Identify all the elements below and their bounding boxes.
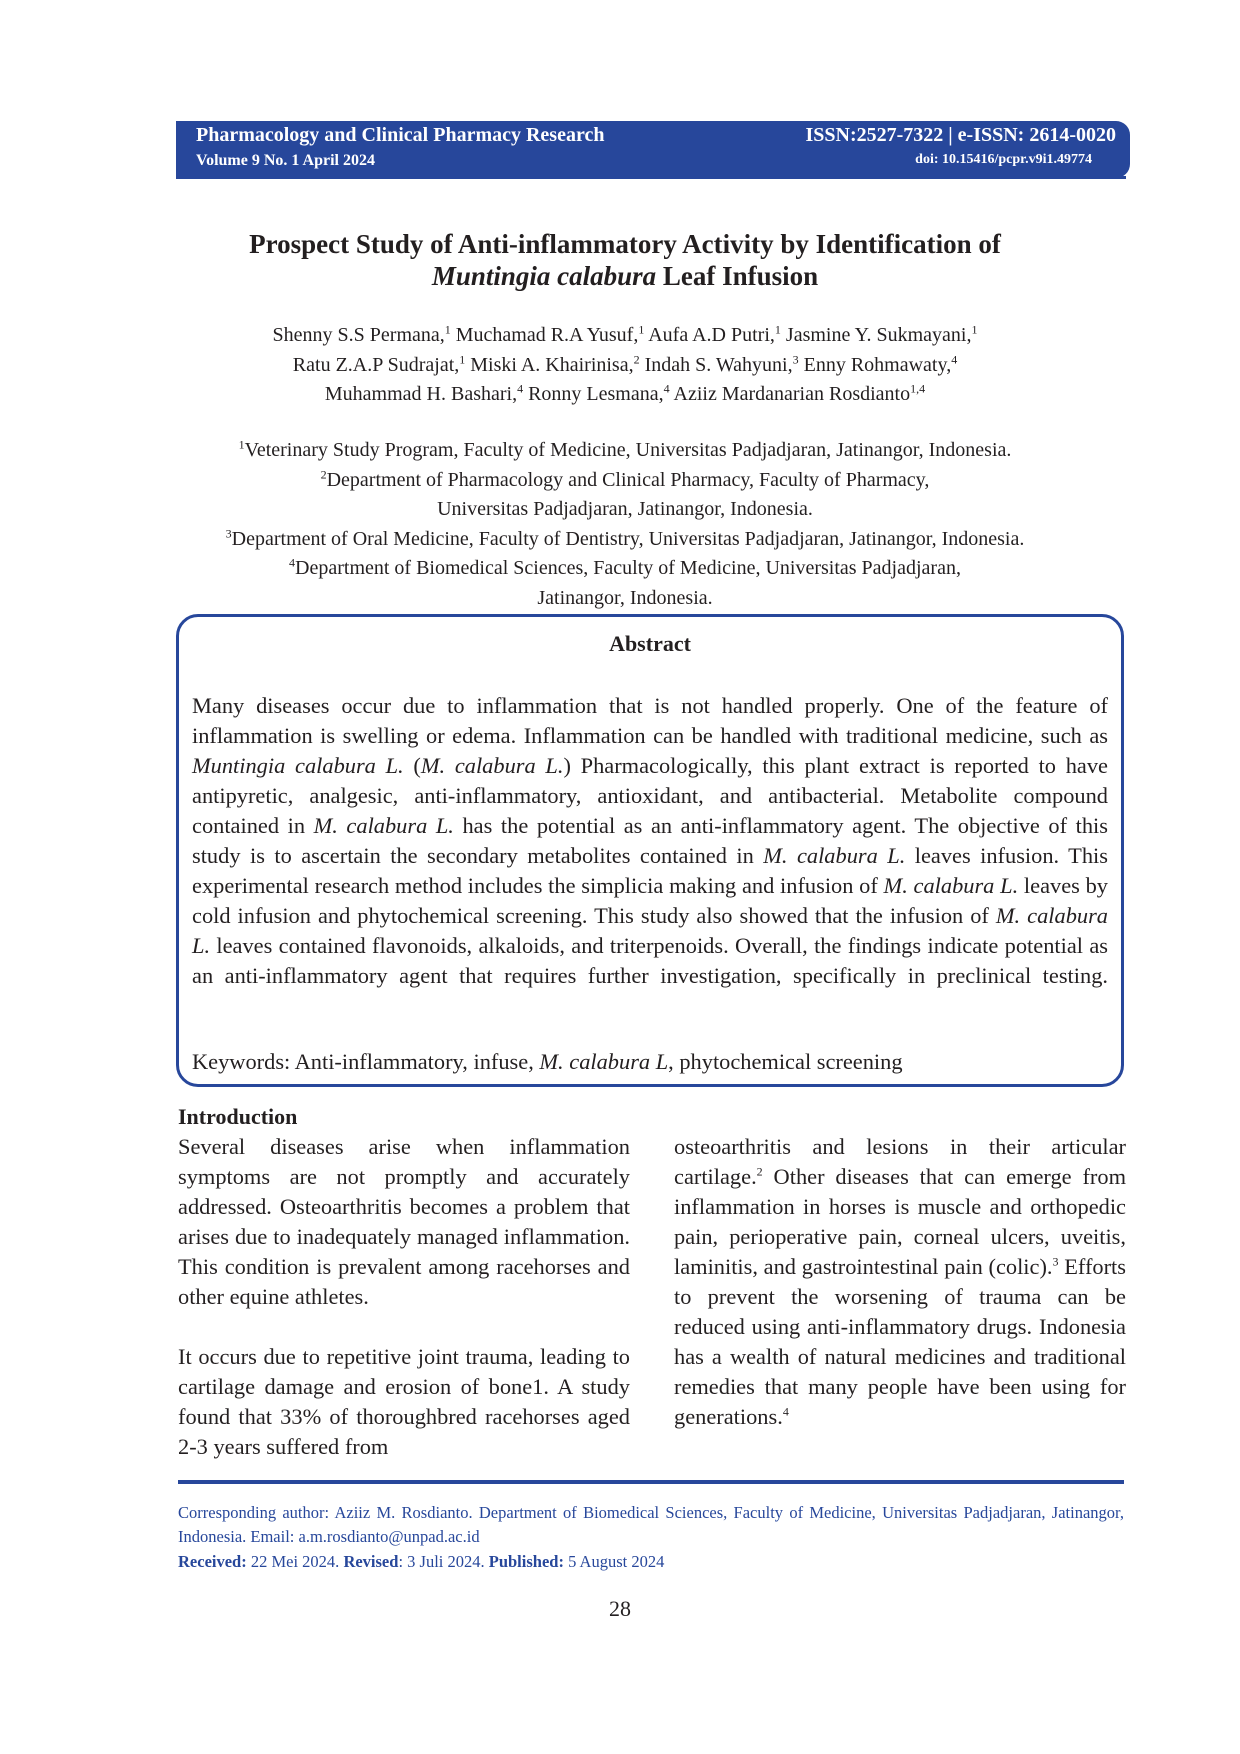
abstract-run: leaves by cold infusion and phytochemical screening. This study also showed that the infusion of — [192, 873, 1108, 928]
page-number: 28 — [609, 1596, 631, 1621]
keywords-rest: , phytochemical screening — [668, 1049, 903, 1074]
abstract-text — [192, 691, 1108, 991]
affil-number: 2 — [320, 466, 327, 481]
received-date: 22 Mei 2024. — [246, 1552, 344, 1571]
abstract-run: leaves infusion. This experimental research method includes the simplicia making and infusion of — [192, 843, 1108, 898]
abstract-run: ) Pharmacologically, this plant extract is reported to have antipyretic, analgesic, anti-inflammatory, antioxidant, and antibacterial. Metabolite compound contained in — [192, 753, 1108, 838]
published-label: Published: — [488, 1552, 564, 1571]
author-affil: 1 — [971, 322, 978, 337]
species-name: M. calabura L. — [313, 813, 454, 838]
issn: ISSN:2527-7322 | e-ISSN: 2614-0020 — [805, 124, 1116, 146]
affiliation-cont: Universitas Padjadjaran, Jatinangor, Indonesia. — [437, 498, 813, 520]
author-affil: 1,4 — [910, 381, 926, 396]
publication-dates — [178, 1552, 664, 1572]
citation-ref[interactable]: 4 — [782, 1404, 789, 1419]
abstract-run: Many diseases occur due to inflammation that is not handled properly. One of the feature of inflammation is swelling or edema. Inflammation can be handled with traditional medicine, such as — [192, 693, 1108, 748]
author: Ronny Lesmana, — [528, 383, 664, 405]
abstract-box — [176, 614, 1124, 1087]
author-affil: 1 — [638, 322, 645, 337]
keywords-label: Keywords: Anti-inflammatory, infuse, — [192, 1049, 540, 1074]
author-list — [160, 321, 1090, 410]
citation-ref[interactable]: 3 — [1052, 1254, 1059, 1269]
author-affil: 2 — [633, 351, 640, 366]
affil-number: 3 — [225, 525, 232, 540]
author: Shenny S.S Permana, — [272, 324, 445, 346]
author-affil: 1 — [774, 322, 781, 337]
title-line2: Leaf Infusion — [656, 261, 819, 291]
intro-paragraph-1: Several diseases arise when inflammation symptoms are not promptly and accurately addressed. Osteoarthritis becomes a problem that arises due to inadequately managed inflammation. This condition is prevalent among racehorses and other equine athletes. — [178, 1134, 630, 1309]
intro-run: osteoarthritis and lesions in their articular cartilage. — [674, 1134, 1126, 1189]
affiliation: Department of Oral Medicine, Faculty of Dentistry, Universitas Padjadjaran, Jatinangor, Indonesia. — [231, 527, 1025, 550]
section-heading-introduction: Introduction — [178, 1104, 298, 1129]
title-species: Muntingia calabura — [431, 261, 657, 291]
author: Jasmine Y. Sukmayani, — [785, 324, 972, 346]
species-name: M. calabura L. — [192, 903, 1108, 958]
citation-ref[interactable]: 2 — [756, 1164, 763, 1179]
affil-number: 4 — [289, 555, 296, 570]
journal-header-banner — [176, 121, 1130, 178]
affiliation: Department of Pharmacology and Clinical Pharmacy, Faculty of Pharmacy, — [326, 468, 930, 491]
abstract-run: has the potential as an anti-inflammatory agent. The objective of this study is to ascertain the secondary metabolites contained in — [192, 813, 1108, 868]
author-affil: 4 — [663, 381, 670, 396]
author: Aufa A.D Putri, — [648, 324, 775, 346]
affiliation-cont: Jatinangor, Indonesia. — [537, 586, 713, 609]
author: Aziiz Mardanarian Rosdianto — [673, 383, 911, 405]
author: Ratu Z.A.P Sudrajat, — [292, 353, 460, 376]
species-name: M. calabura L. — [420, 753, 564, 778]
doi-link[interactable]: doi: 10.15416/pcpr.v9i1.49774 — [915, 152, 1092, 167]
author-affil: 1 — [444, 322, 451, 337]
volume-info: Volume 9 No. 1 April 2024 — [196, 152, 375, 169]
author: Enny Rohmawaty, — [803, 353, 952, 376]
header-rule — [176, 176, 1126, 179]
author-affil: 4 — [951, 351, 958, 366]
species-name: M. calabura L. — [883, 873, 1019, 898]
species-name: Muntingia calabura L. — [192, 753, 404, 778]
author-affil: 3 — [792, 351, 799, 366]
author-affil: 4 — [517, 381, 524, 396]
revised-label: Revised — [343, 1552, 399, 1571]
species-name: M. calabura L. — [763, 843, 906, 868]
keyword-species: M. calabura L — [539, 1049, 669, 1074]
intro-run: Efforts to prevent the worsening of trauma can be reduced using anti-inflammatory drugs. Indonesia has a wealth of natural medicines and traditional remedies that many people have been using for generations. — [674, 1254, 1126, 1429]
abstract-heading: Abstract — [609, 631, 691, 656]
published-date: 5 August 2024 — [563, 1552, 665, 1571]
revised-date: : 3 Juli 2024. — [398, 1552, 489, 1571]
affiliation: Department of Biomedical Sciences, Faculty of Medicine, Universitas Padjadjaran, — [295, 557, 961, 579]
journal-title: Pharmacology and Clinical Pharmacy Research — [196, 124, 605, 146]
received-label: Received: — [178, 1552, 247, 1571]
affil-number: 1 — [238, 437, 245, 452]
affiliation: Veterinary Study Program, Faculty of Medicine, Universitas Padjadjaran, Jatinangor, Indonesia. — [244, 439, 1012, 461]
author: Muhammad H. Bashari, — [324, 383, 518, 405]
paper-title — [160, 228, 1090, 292]
author: Miski A. Khairinisa, — [470, 353, 634, 376]
author: Indah S. Wahyuni, — [644, 353, 793, 376]
corresponding-author: Corresponding author: Aziiz M. Rosdianto. Department of Biomedical Sciences, Faculty of Medicine, Universitas Padjadjaran, Jatinangor, Indonesia. Email: a.m.rosdianto@unpad.ac.id — [178, 1503, 1124, 1546]
title-line1: Prospect Study of Anti-inflammatory Activity by Identification of — [249, 229, 1001, 259]
intro-paragraph-3 — [674, 1132, 1126, 1432]
abstract-run: ( — [403, 753, 421, 778]
intro-run: Other diseases that can emerge from inflammation in horses is muscle and orthopedic pain, perioperative pain, corneal ulcers, uveitis, laminitis, and gastrointestinal pain (colic). — [674, 1164, 1126, 1279]
abstract-run: leaves contained flavonoids, alkaloids, and triterpenoids. Overall, the findings indicate potential as an anti-inflammatory agent that requires further investigation, specifically in preclinical testing. — [192, 933, 1108, 988]
affiliation-list — [160, 436, 1090, 613]
intro-paragraph-2: It occurs due to repetitive joint trauma, leading to cartilage damage and erosion of bone1. A study found that 33% of thoroughbred racehorses aged 2-3 years suffered from — [178, 1344, 630, 1459]
footer-rule — [178, 1480, 1124, 1484]
author: Muchamad R.A Yusuf, — [455, 324, 639, 346]
author-affil: 1 — [459, 351, 466, 366]
keywords — [192, 1047, 1108, 1077]
